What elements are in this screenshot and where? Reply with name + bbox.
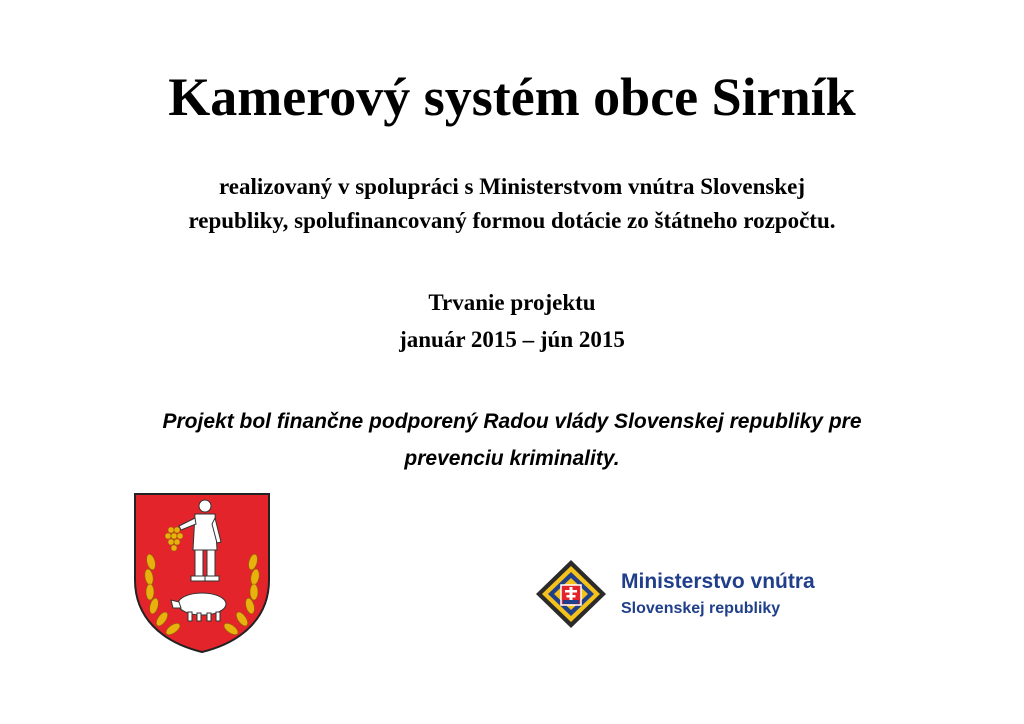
project-description: [0, 170, 1024, 238]
ministry-emblem-icon: [534, 558, 608, 630]
ministry-subname: Slovenskej republiky: [621, 600, 781, 617]
duration-label: Trvanie projektu: [428, 290, 596, 315]
description-line-1: realizovaný v spolupráci s Ministerstvom vnútra Slovenskej: [218, 174, 806, 199]
page-title: Kamerový systém obce Sirník: [168, 67, 856, 127]
coat-of-arms-icon: [133, 492, 271, 654]
ministry-logo: [534, 558, 869, 630]
description-line-2: republiky, spolufinancovaný formou dotácie zo štátneho rozpočtu.: [188, 208, 836, 233]
ministry-name: Ministerstvo vnútra: [621, 570, 815, 593]
duration-dates: január 2015 – jún 2015: [399, 327, 625, 352]
support-line-1: Projekt bol finančne podporený Radou vlády Slovenskej republiky pre: [162, 410, 862, 433]
support-line-2: prevenciu kriminality.: [404, 447, 620, 470]
support-statement: [40, 403, 984, 477]
